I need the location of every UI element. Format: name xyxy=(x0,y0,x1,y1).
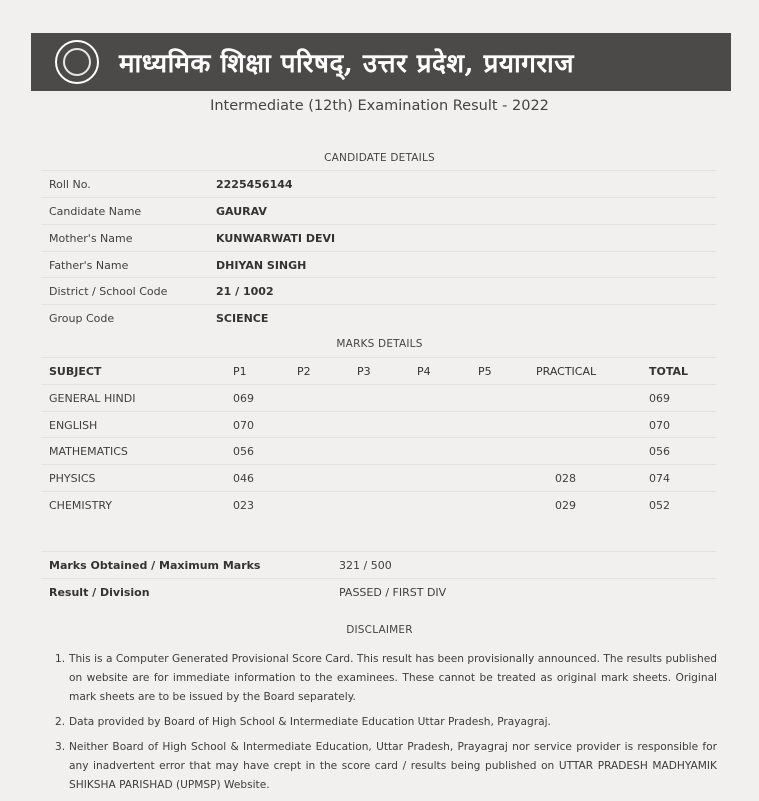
candidate-row-group xyxy=(41,304,716,332)
candidate-row-mother xyxy=(41,224,716,252)
item-number: 2. xyxy=(55,716,66,728)
p1-marks: 069 xyxy=(233,392,254,405)
total-marks: 074 xyxy=(649,472,670,485)
field-label: Father's Name xyxy=(49,259,129,272)
subject-name: MATHEMATICS xyxy=(49,445,128,458)
disclaimer-heading: DISCLAIMER xyxy=(346,624,413,636)
p1-marks: 056 xyxy=(233,445,254,458)
table-row xyxy=(41,464,716,492)
list-item xyxy=(57,738,717,795)
field-value: 21 / 1002 xyxy=(216,285,274,298)
item-text: This is a Computer Generated Provisional Score Card. This result has been provisionally announced. The results published on website are for immediate information to the examinees. These cannot be treated as original mark sheets. Original mark sheets are to be issued by the Board separately. xyxy=(69,653,717,703)
item-number: 3. xyxy=(55,741,66,753)
item-text: Data provided by Board of High School & Intermediate Education Uttar Pradesh, Prayagraj. xyxy=(69,716,551,728)
field-label: Candidate Name xyxy=(49,205,142,218)
total-marks: 052 xyxy=(649,499,670,512)
field-value: GAURAV xyxy=(216,205,267,218)
subject-name: ENGLISH xyxy=(49,419,98,432)
practical-marks: 028 xyxy=(555,472,576,485)
candidate-row-name xyxy=(41,197,716,225)
col-p5: P5 xyxy=(478,365,492,378)
subject-name: PHYSICS xyxy=(49,472,96,485)
table-row xyxy=(41,384,716,412)
result-row xyxy=(41,578,716,606)
p1-marks: 023 xyxy=(233,499,254,512)
marks-obtained-value: 321 / 500 xyxy=(339,559,392,572)
p1-marks: 070 xyxy=(233,419,254,432)
p1-marks: 046 xyxy=(233,472,254,485)
item-text: Neither Board of High School & Intermediate Education, Uttar Pradesh, Prayagraj nor service provider is responsible for any inadvertent error that may have crept in the score card / results being published on UTTAR PRADESH MADHYAMIK SHIKSHA PARISHAD (UPMSP) Website. xyxy=(69,741,717,791)
subject-name: GENERAL HINDI xyxy=(49,392,136,405)
marks-obtained-row xyxy=(41,551,716,579)
field-value: SCIENCE xyxy=(216,312,269,325)
field-value: KUNWARWATI DEVI xyxy=(216,232,336,245)
board-emblem-icon xyxy=(55,40,99,84)
result-label: Result / Division xyxy=(49,586,150,599)
table-row xyxy=(41,437,716,465)
marks-details-heading: MARKS DETAILS xyxy=(336,338,423,350)
field-label: Group Code xyxy=(49,312,115,325)
col-p3: P3 xyxy=(357,365,371,378)
board-header xyxy=(31,33,731,91)
col-p2: P2 xyxy=(297,365,311,378)
field-label: Roll No. xyxy=(49,178,91,191)
candidate-row-father xyxy=(41,251,716,279)
list-item xyxy=(57,650,717,707)
total-marks: 056 xyxy=(649,445,670,458)
col-practical: PRACTICAL xyxy=(536,365,597,378)
item-number: 1. xyxy=(55,653,66,665)
field-value: DHIYAN SINGH xyxy=(216,259,307,272)
candidate-details-heading: CANDIDATE DETAILS xyxy=(324,152,435,164)
marks-header-row xyxy=(41,357,716,385)
practical-marks: 029 xyxy=(555,499,576,512)
marks-obtained-label: Marks Obtained / Maximum Marks xyxy=(49,559,261,572)
list-item xyxy=(57,713,717,732)
col-p4: P4 xyxy=(417,365,431,378)
disclaimer-list xyxy=(53,650,717,801)
col-p1: P1 xyxy=(233,365,247,378)
col-total: TOTAL xyxy=(649,365,689,378)
board-title: माध्यमिक शिक्षा परिषद्, उत्तर प्रदेश, प्रयागराज xyxy=(119,49,575,79)
total-marks: 069 xyxy=(649,392,670,405)
total-marks: 070 xyxy=(649,419,670,432)
exam-title: Intermediate (12th) Examination Result - 2022 xyxy=(210,98,549,114)
result-value: PASSED / FIRST DIV xyxy=(339,586,447,599)
table-row xyxy=(41,411,716,439)
table-row xyxy=(41,491,716,519)
candidate-row-roll xyxy=(41,170,716,198)
col-subject: SUBJECT xyxy=(49,365,102,378)
field-label: District / School Code xyxy=(49,285,168,298)
candidate-row-district xyxy=(41,277,716,305)
field-label: Mother's Name xyxy=(49,232,133,245)
subject-name: CHEMISTRY xyxy=(49,499,112,512)
field-value: 2225456144 xyxy=(216,178,293,191)
